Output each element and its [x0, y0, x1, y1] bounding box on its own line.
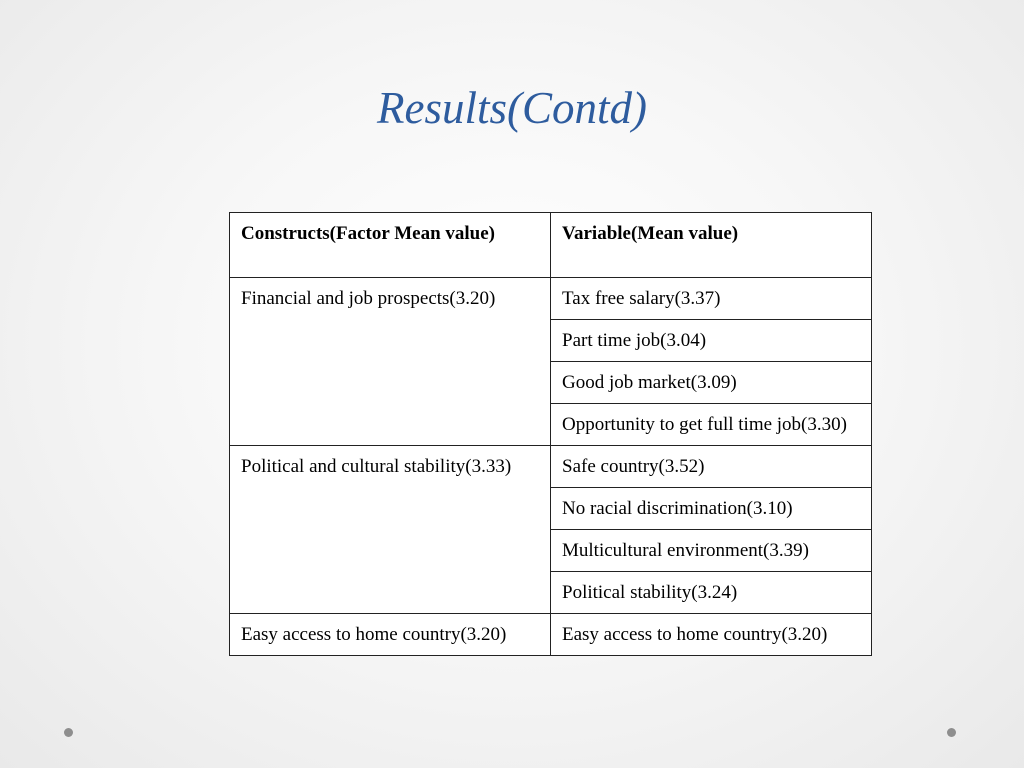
table-row — [230, 446, 872, 488]
header-constructs: Constructs(Factor Mean value) — [230, 213, 551, 278]
decorative-dot-right — [947, 728, 956, 737]
variable-cell: Easy access to home country(3.20) — [551, 614, 872, 656]
variable-cell: Multicultural environment(3.39) — [551, 530, 872, 572]
construct-cell: Financial and job prospects(3.20) — [230, 278, 551, 446]
variable-cell: No racial discrimination(3.10) — [551, 488, 872, 530]
variable-cell: Good job market(3.09) — [551, 362, 872, 404]
construct-cell: Political and cultural stability(3.33) — [230, 446, 551, 614]
table-row — [230, 278, 872, 320]
results-table — [229, 212, 872, 656]
construct-cell: Easy access to home country(3.20) — [230, 614, 551, 656]
table-header-row — [230, 213, 872, 278]
variable-cell: Safe country(3.52) — [551, 446, 872, 488]
header-variable: Variable(Mean value) — [551, 213, 872, 278]
slide-title: Results(Contd) — [377, 83, 647, 133]
table-row — [230, 614, 872, 656]
decorative-dot-left — [64, 728, 73, 737]
variable-cell: Political stability(3.24) — [551, 572, 872, 614]
variable-cell: Opportunity to get full time job(3.30) — [551, 404, 872, 446]
variable-cell: Tax free salary(3.37) — [551, 278, 872, 320]
variable-cell: Part time job(3.04) — [551, 320, 872, 362]
